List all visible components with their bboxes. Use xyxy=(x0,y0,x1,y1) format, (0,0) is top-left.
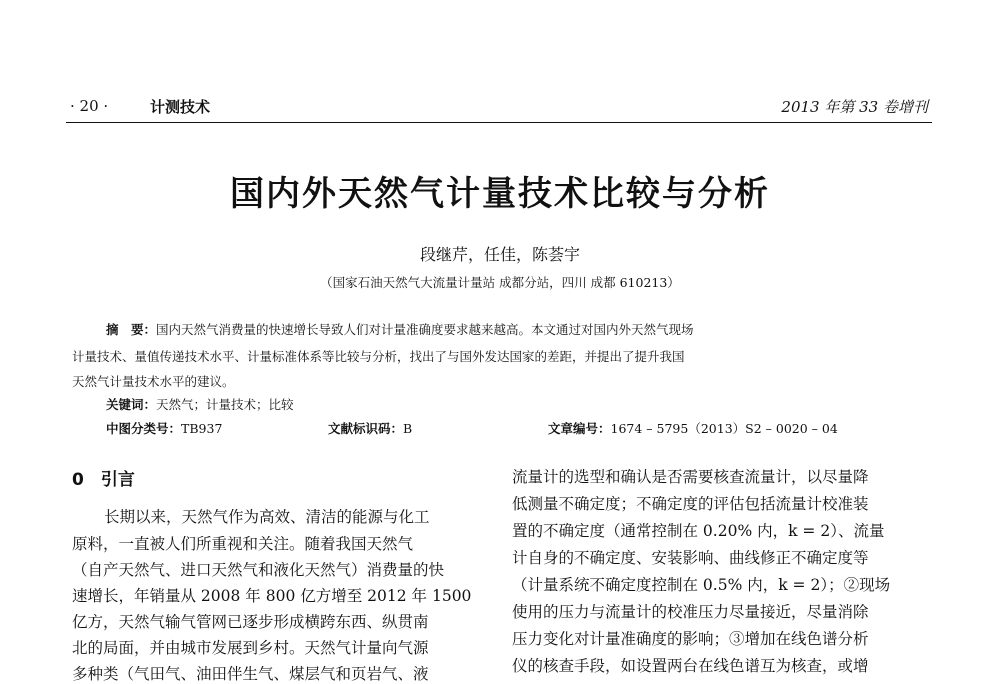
right-line-4: 计自身的不确定度、安装影响、曲线修正不确定度等 xyxy=(512,549,869,567)
abstract-label: 摘 要： xyxy=(106,322,157,337)
issue-info: 2013 年第 33 卷增刊 xyxy=(781,98,928,116)
paper-title: 国内外天然气计量技术比较与分析 xyxy=(230,174,770,214)
left-line-5: 亿方，天然气输气管网已逐步形成横跨东西、纵贯南 xyxy=(72,613,429,631)
keywords-value: 天然气；计量技术；比较 xyxy=(156,397,294,412)
left-line-1: 长期以来，天然气作为高效、清洁的能源与化工 xyxy=(104,508,430,526)
right-line-6: 使用的压力与流量计的校准压力尽量接近，尽量消除 xyxy=(512,603,869,621)
abstract-text: 国内天然气消费量的快速增长导致人们对计量准确度要求越来越高。本文通过对国内外天然气现场 xyxy=(156,322,694,337)
classification-value: TB937 xyxy=(181,421,223,436)
right-line-1: 流量计的选型和确认是否需要核查流量计，以尽量降 xyxy=(512,468,869,486)
article-number xyxy=(548,419,838,437)
article-number-value: 1674 – 5795（2013）S2 – 0020 – 04 xyxy=(610,421,838,436)
right-line-2: 低测量不确定度；不确定度的评估包括流量计校准装 xyxy=(512,495,869,513)
keywords-label: 关键词： xyxy=(106,397,157,412)
page-number: · 20 · xyxy=(70,97,109,115)
document-code-value: B xyxy=(403,421,413,436)
classification-label: 中图分类号： xyxy=(106,421,182,436)
right-line-8: 仪的核查手段，如设置两台在线色谱互为核查，或增 xyxy=(512,657,869,675)
right-line-3: 置的不确定度（通常控制在 0.20% 内，k = 2）、流量 xyxy=(512,522,885,540)
abstract-line-1 xyxy=(106,320,694,338)
left-line-2: 原料，一直被人们所重视和关注。随着我国天然气 xyxy=(72,535,414,553)
left-line-4: 速增长，年销量从 2008 年 800 亿方增至 2012 年 1500 xyxy=(72,587,472,605)
abstract-line-2: 计量技术、量值传递技术水平、计量标准体系等比较与分析，找出了与国外发达国家的差距，并提出了提升我国 xyxy=(72,349,685,364)
article-number-label: 文章编号： xyxy=(548,421,611,436)
journal-name: 计测技术 xyxy=(150,98,211,116)
left-line-6: 北的局面，并由城市发展到乡村。天然气计量向气源 xyxy=(72,639,429,657)
keywords xyxy=(106,395,294,413)
document-code-label: 文献标识码： xyxy=(328,421,404,436)
authors: 段继芹，任佳，陈荟宇 xyxy=(419,245,580,264)
classification-number xyxy=(106,419,222,437)
left-line-3: （自产天然气、进口天然气和液化天然气）消费量的快 xyxy=(72,561,445,579)
left-line-7: 多种类（气田气、油田伴生气、煤层气和页岩气、液 xyxy=(72,665,429,683)
right-line-5: （计量系统不确定度控制在 0.5% 内，k = 2）；②现场 xyxy=(512,576,891,594)
document-code xyxy=(328,419,412,437)
right-line-7: 压力变化对计量准确度的影响；③增加在线色谱分析 xyxy=(512,630,869,648)
section-heading-introduction: 0 引言 xyxy=(72,470,135,490)
header-rule xyxy=(66,122,932,123)
abstract-line-3: 天然气计量技术水平的建议。 xyxy=(72,374,235,389)
affiliation: （国家石油天然气大流量计量站 成都分站，四川 成都 610213） xyxy=(320,275,680,290)
